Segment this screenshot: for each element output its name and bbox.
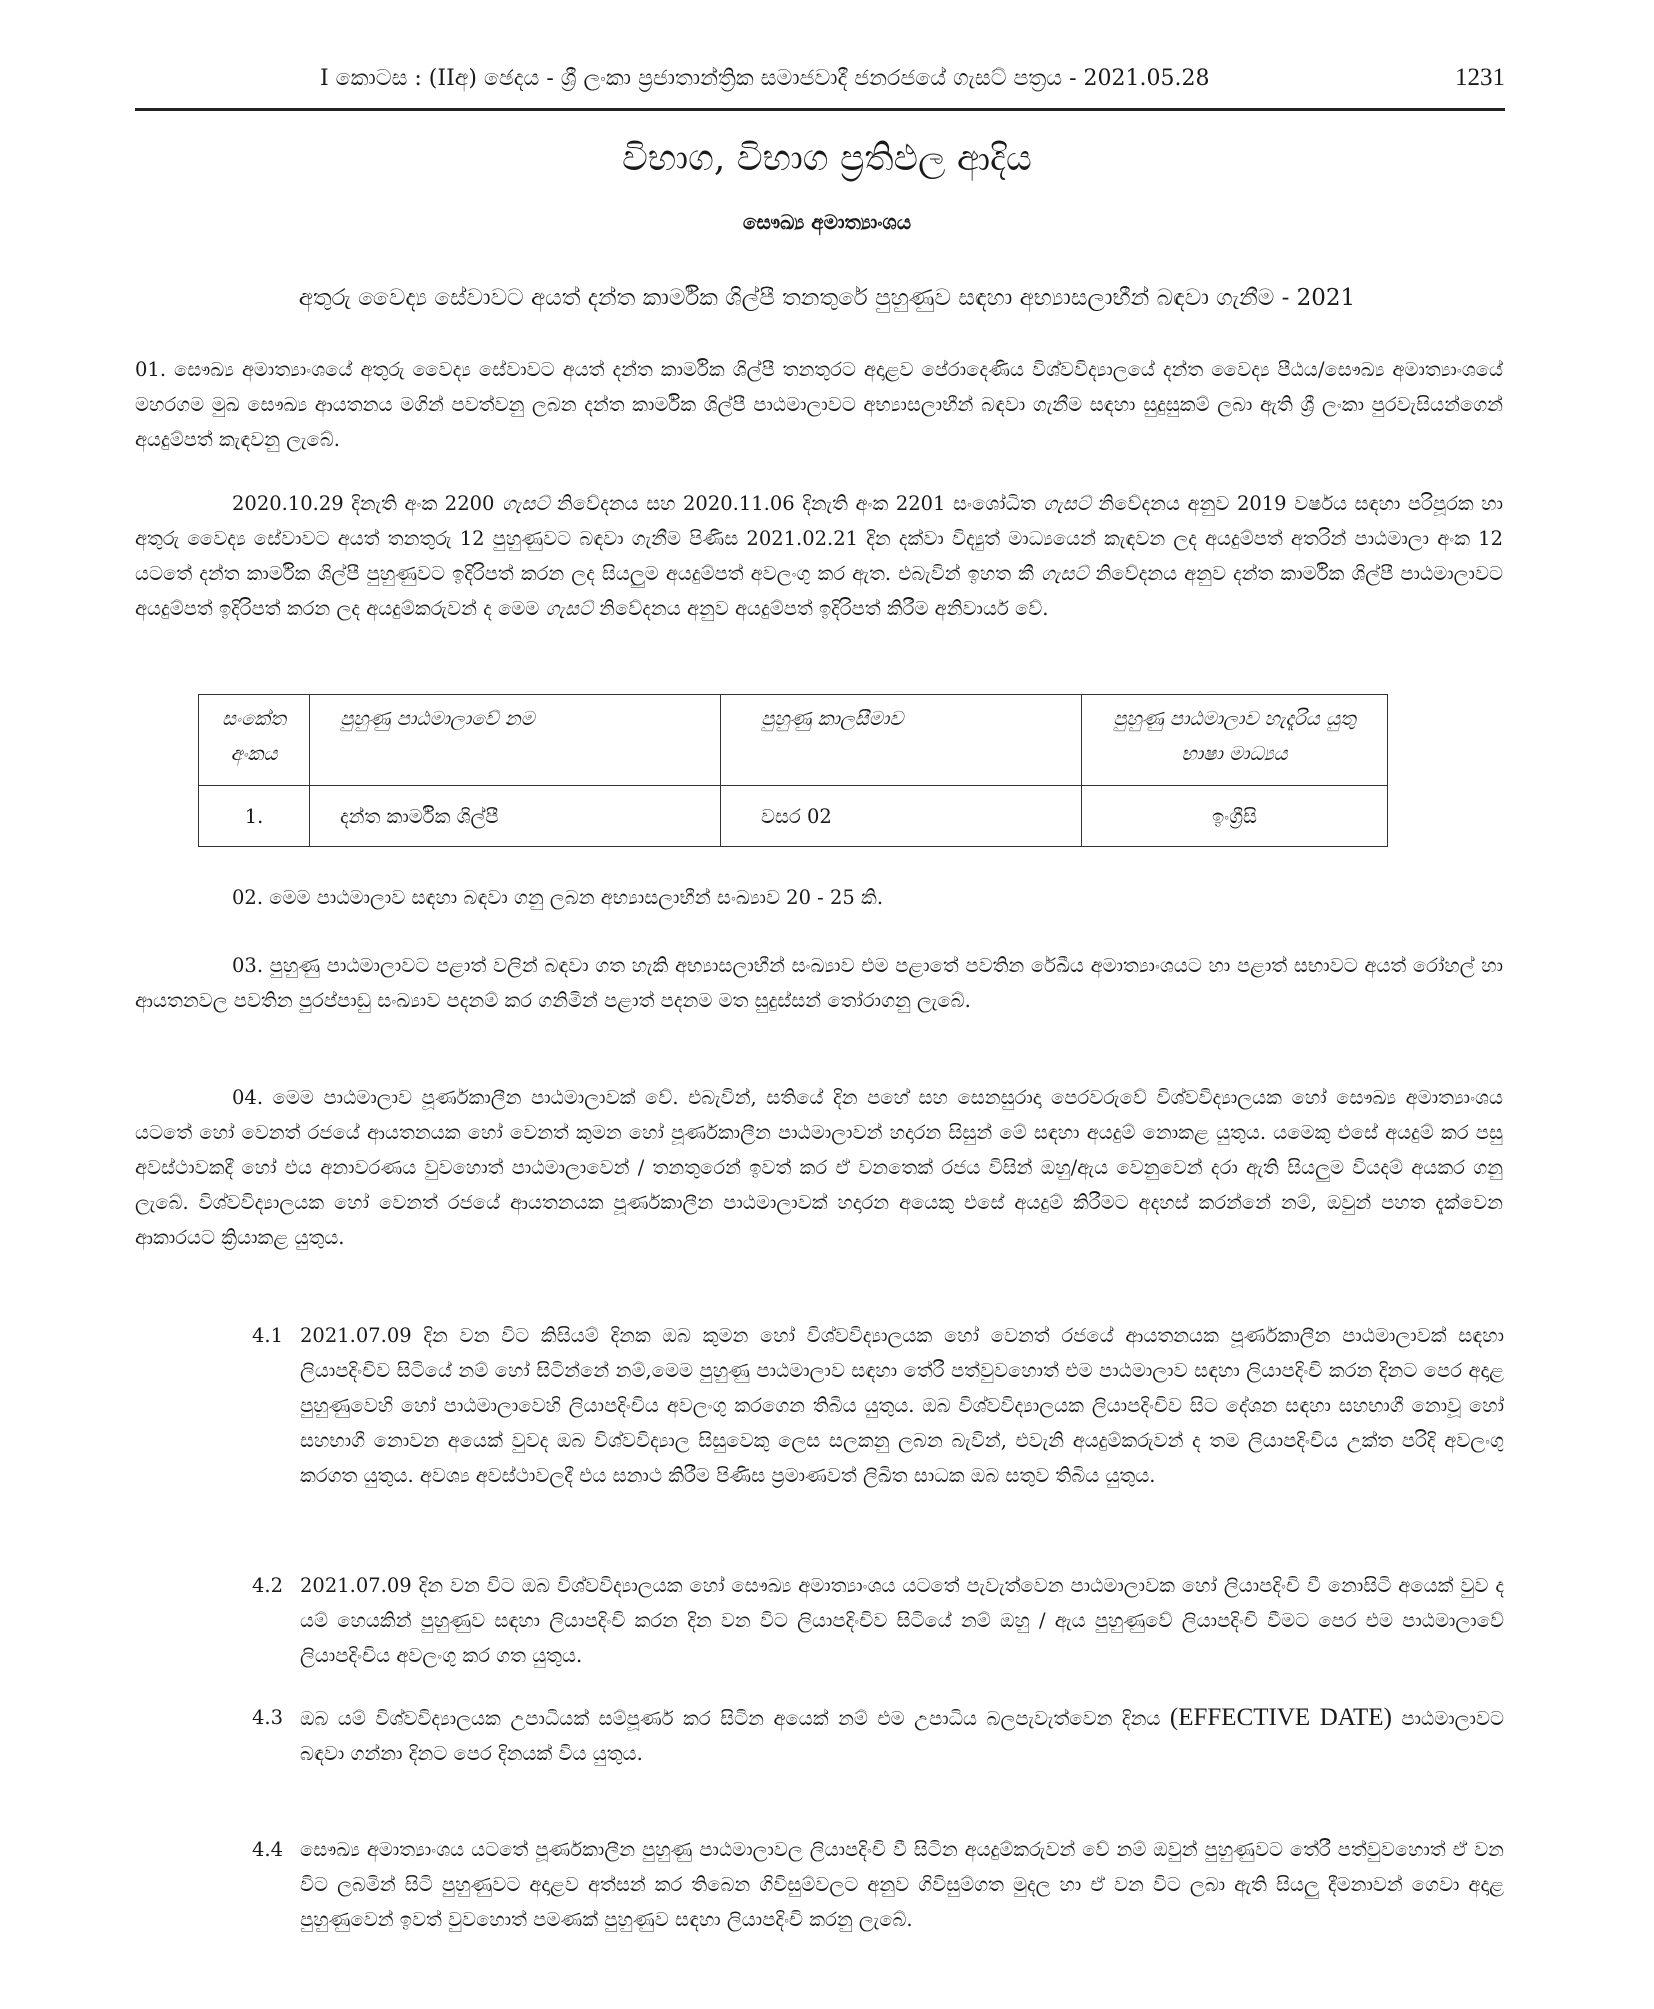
paragraph-gazette-reference: [135, 486, 1503, 626]
text-span: 2020.10.29 දිනැති අංක 2200: [232, 492, 502, 515]
course-table: [198, 694, 1388, 847]
text-span: නිවේදනය සහ 2020.11.06 දිනැති අංක 2201 සංශෝධිත: [549, 492, 1044, 515]
gazette-word: ගැසට්: [501, 492, 550, 515]
list-item-4-2: [252, 1568, 1504, 1673]
gazette-word: ගැසට්: [1040, 562, 1089, 585]
paragraph-04: 04. මෙම පාඨමාලාව පූර්ණකාලීන පාඨමාලාවක් වේ. එබැවින්, සතියේ දින පහේ සහ සෙනසුරාදා පෙරවරුවේ විශ්වවිද්‍යාලයක හෝ සෞඛ්‍ය අමාත්‍යාංශය යටතේ හෝ වෙනත් රජයේ ආයතනයක හෝ වෙනත් කුමන හෝ පූර්ණකාලීන පාඨමාලාවන් හදාරන සිසුන් මේ සඳහා අයදුම් නොකළ යුතුය. යමෙකු එසේ අයදුම් කර පසු අවස්ථාවකදී හෝ එය අනාවරණය වුවහොත් පාඨමාලාවෙන් / තනතුරෙන් ඉවත් කර ඒ වනතෙක් රජය විසින් ඔහු/ඇය වෙනුවෙන් දරා ඇති සියලුම වියදම් අයකර ගනු ලැබේ. විශ්වවිද්‍යාලයක හෝ වෙනත් රජයේ ආයතනයක පූර්ණකාලීන පාඨමාලාවක් හදාරන අයෙකු එසේ අයදුම් කිරීමට අදහස් කරන්නේ නම්, ඔවුන් පහත දැක්වෙන ආකාරයට ක්‍රියාකළ යුතුය.: [135, 1086, 1503, 1249]
header-duration: පුහුණු කාලසීමාව: [721, 695, 1082, 786]
item-text: [300, 1700, 1504, 1771]
item-number: 4.1: [252, 1324, 284, 1347]
table-row: [199, 786, 1388, 847]
list-item-4-4: [252, 1832, 1504, 1937]
item-text: 2021.07.09 දින වන විට ඔබ විශ්වවිද්‍යාලයක හෝ සෞඛ්‍ය අමාත්‍යාංශය යටතේ පැවැත්වෙන පාඨමාලාවක හෝ ලියාපදිංචි වී නොසිටි අයෙක් වුව ද යම් හෙයකින් පුහුණුව සඳහා ලියාපදිංචි කරන දින වන විට ලියාපදිංචිව සිටියේ නම් ඔහු / ඇය පුහුණුවේ ලියාපදිංචි වීමට පෙර එම පාඨමාලාවේ ලියාපදිංචිය අවලංගු කර ගත යුතුය.: [300, 1574, 1504, 1667]
list-item-4-1: [252, 1318, 1504, 1493]
paragraph-03: 03. පුහුණු පාඨමාලාවට පළාත් වලින් බඳවා ගත හැකි අභ්‍යාසලාභීන් සංඛ්‍යාව එම පළාතේ පවතින රේඛීය අමාත්‍යාංශයට හා පළාත් සභාවට අයත් රෝහල් හා ආයතනවල පවතින පුරප්පාඩු සංඛ්‍යාව පදනම් කර ගනිමින් පළාත් පදනම මත සුදුස්සන් තෝරාගනු ලැබේ.: [135, 954, 1503, 1012]
ministry-name: සෞඛ්‍ය අමාත්‍යාංශය: [742, 210, 912, 234]
gazette-word: ගැසට්: [1043, 492, 1091, 515]
text-span: ඔබ යම් විශ්වවිද්‍යාලයක උපාධියක් සම්පූර්ණ කර සිටින අයෙක් නම් එම උපාධිය බලපැවැත්වෙන දිනය: [300, 1707, 1170, 1730]
cell-language: ඉංග්‍රීසි: [1082, 786, 1388, 847]
text-span: නිවේදනය අනුව දන්ත කාර්මික ශිල්පී පාඨමාලාවට අයදුම්පත් ඉදිරිපත් කරන ලද අයදුම්කරුවන් ද මෙම: [135, 562, 1504, 620]
item-number: 4.4: [252, 1838, 284, 1861]
header-language-medium: පුහුණු පාඨමාලාව හැදෑරිය යුතු භාෂා මාධ්‍යය: [1082, 695, 1388, 786]
text-span: නිවේදනය අනුව අයදුම්පත් ඉදිරිපත් කිරීම අනිවාර්ය වේ.: [592, 597, 1049, 620]
page-header: [135, 58, 1505, 111]
paragraph-02: 02. මෙම පාඨමාලාව සඳහා බඳවා ගනු ලබන අභ්‍යාසලාභීන් සංඛ්‍යාව 20 - 25 කි.: [232, 886, 884, 909]
item-text: සෞඛ්‍ය අමාත්‍යාංශය යටතේ පූර්ණකාලීන පුහුණු පාඨමාලාවල ලියාපදිංචි වී සිටින අයදුම්කරුවන් වේ නම් ඔවුන් පුහුණුවට තේරී පත්වුවහොත් ඒ වන විට ලබමින් සිටි පුහුණුවට අදාළව අත්සන් කර තිබෙන ගිවිසුම්වලට අනුව ගිවිසුම්ගත මුදල හා ඒ වන විට ලබා ඇති සියලු දීමනාවන් ගෙවා අදාළ පුහුණුවෙන් ඉවත් වුවහොත් පමණක් පුහුණුව සඳහා ලියාපදිංචි කරනු ලැබේ.: [300, 1838, 1504, 1931]
gazette-word: ගැසට්: [545, 597, 593, 620]
notice-subtitle: අතුරු වෛද්‍ය සේවාවට අයත් දන්ත කාර්මික ශිල්පී තනතුරේ පුහුණුව සඳහා අභ්‍යාසලාභීන් බඳවා ගැනීම - 2021: [298, 285, 1356, 311]
effective-date-term: (EFFECTIVE DATE): [1169, 1704, 1392, 1731]
cell-code: 1.: [199, 786, 310, 847]
text-span: නිවේදනය අනුව 2019 වර්ෂය සඳහා පරිපූරක හා අතුරු වෛද්‍ය සේවාවට අයත් තනතුරු 12 පුහුණුවට බඳවා ගැනීම පිණිස 2021.02.21 දින දක්වා විද්‍යුත් මාධ්‍යයෙන් කැඳවන ලද අයදුම්පත් අතරින් පාඨමාලා අංක 12 යටතේ දන්ත කාර්මික ශිල්පී පුහුණුවට ඉදිරිපත් කරන ලද සියලුම අයදුම්පත් අවලංගු කර ඇත. එබැවින් ඉහත කී: [135, 492, 1503, 585]
page-number: 1231: [1455, 64, 1505, 91]
header-code: සංකේත අංකය: [199, 695, 310, 786]
header-course-name: පුහුණු පාඨමාලාවේ නම: [310, 695, 721, 786]
item-number: 4.3: [252, 1706, 284, 1729]
cell-duration: වසර 02: [721, 786, 1082, 847]
item-number: 4.2: [252, 1574, 284, 1597]
section-title: විභාග, විභාග ප්‍රතිඵල ආදිය: [622, 138, 1032, 179]
cell-course-name: දන්ත කාර්මික ශිල්පී: [310, 786, 721, 847]
text-span: පාඨමාලාවට බඳවා ගන්නා දිනට පෙර දිනයක් විය යුතුය.: [300, 1707, 1504, 1765]
item-text: 2021.07.09 දින වන විට කිසියම් දිනක ඔබ කුමන හෝ විශ්වවිද්‍යාලයක හෝ වෙනත් රජයේ ආයතනයක පූර්ණකාලීන පාඨමාලාවක් සඳහා ලියාපදිංචිව සිටියේ නම් හෝ සිටින්නේ නම්,මෙම පුහුණු පාඨමාලාව සඳහා තේරී පත්වුවහොත් එම පාඨමාලාව සඳහා ලියාපදිංචි කරන දිනට පෙර අදාළ පුහුණුවෙහි හෝ පාඨමාලාවෙහි ලියාපදිංචිය අවලංගු කරගෙන තිබිය යුතුය. ඔබ විශ්වවිද්‍යාලයක ලියාපදිංචිව සිට දේශන සඳහා සහභාගී නොවූ හෝ සහභාගී නොවන අයෙක් වුවද ඔබ විශ්වවිද්‍යාල සිසුවෙකු ලෙස සලකනු ලබන බැවින්, එවැනි අයදුම්කරුවන් ද තම ලියාපදිංචිය උක්ත පරිදි අවලංගු කරගත යුතුය. අවශ්‍ය අවස්ථාවලදී එය සනාථ කිරීම පිණිස ප්‍රමාණවත් ලිඛිත සාධක ඔබ සතුව තිබිය යුතුය.: [300, 1324, 1504, 1487]
list-item-4-3: [252, 1700, 1504, 1771]
paragraph-01: 01. සෞඛ්‍ය අමාත්‍යාංශයේ අතුරු වෛද්‍ය සේවාවට අයත් දන්ත කාර්මික ශිල්පී තනතුරට අදාළව පේරාදෙණිය විශ්වවිද්‍යාලයේ දන්ත වෛද්‍ය පීඨය/සෞඛ්‍ය අමාත්‍යාංශයේ මහරගම මුඛ සෞඛ්‍ය ආයතනය මගින් පවත්වනු ලබන දන්ත කාර්මික ශිල්පී පාඨමාලාවට අභ්‍යාසලාභීන් බඳවා ගැනීම සඳහා සුදුසුකම් ලබා ඇති ශ්‍රී ලංකා පුරවැසියන්ගෙන් අයදුම්පත් කැඳවනු ලැබේ.: [135, 358, 1503, 451]
header-title: I කොටස : (IIඅ) ඡෙදය - ශ්‍රී ලංකා ප්‍රජාතාන්ත්‍රික සමාජවාදී ජනරජයේ ගැසට් පත්‍රය - 2021.05.28: [320, 66, 1210, 91]
table-header-row: [199, 695, 1388, 786]
